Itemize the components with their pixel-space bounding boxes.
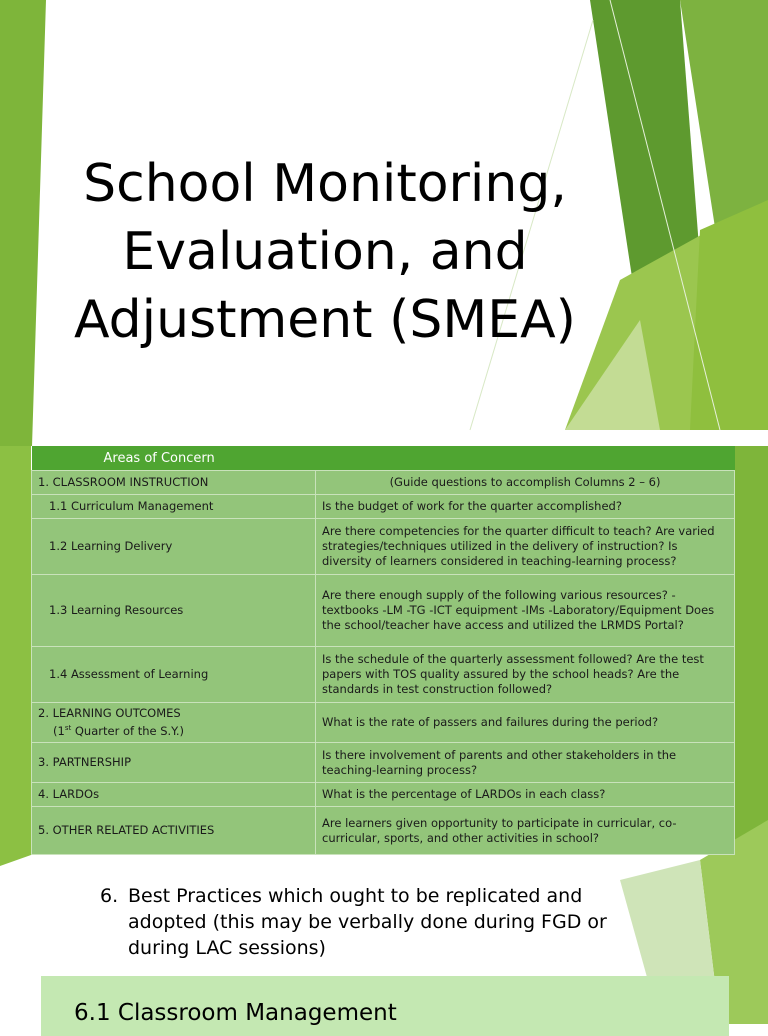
- area-cell: 3. PARTNERSHIP: [32, 743, 316, 783]
- question-cell: What is the percentage of LARDOs in each class?: [316, 783, 735, 807]
- table-row: [32, 471, 735, 495]
- table-header: Areas of Concern: [32, 446, 735, 471]
- title-line-1: School Monitoring,: [83, 154, 567, 214]
- left-green-wedge-lower: [0, 446, 31, 866]
- question-cell: Are learners given opportunity to participate in curricular, co-curricular, sports, and other activities in school?: [316, 807, 735, 855]
- title-line-2: Evaluation, and: [122, 222, 528, 282]
- best-practices-item: [100, 883, 660, 961]
- area-cell: 4. LARDOs: [32, 783, 316, 807]
- area-sublabel: [38, 721, 309, 739]
- table-row: [32, 495, 735, 519]
- area-cell: 1.2 Learning Delivery: [32, 519, 316, 575]
- classroom-management-label: 6.1 Classroom Management: [74, 1000, 397, 1026]
- slide-title: [40, 150, 610, 354]
- area-cell: 1.4 Assessment of Learning: [32, 647, 316, 703]
- right-facet-bright: [690, 200, 768, 430]
- table-row: [32, 783, 735, 807]
- area-sub-pre: (1: [53, 723, 65, 738]
- question-cell: Is there involvement of parents and other stakeholders in the teaching-learning process?: [316, 743, 735, 783]
- table-row: [32, 647, 735, 703]
- area-cell: 1.3 Learning Resources: [32, 575, 316, 647]
- area-label: 2. LEARNING OUTCOMES: [38, 706, 181, 721]
- classroom-management-box: [41, 976, 729, 1036]
- table-row: [32, 807, 735, 855]
- areas-of-concern-table: [31, 446, 735, 855]
- table-row: [32, 743, 735, 783]
- table-header-row: [32, 446, 735, 471]
- best-practices-number: 6.: [100, 885, 119, 907]
- table-row: [32, 519, 735, 575]
- question-cell: Are there enough supply of the following various resources? -textbooks -LM -TG -ICT equipment -IMs -Laboratory/Equipment Does the school/teacher have access and utilized the LRMDS Portal?: [316, 575, 735, 647]
- title-line-3: Adjustment (SMEA): [74, 290, 576, 350]
- area-cell: [32, 703, 316, 743]
- question-cell: Is the budget of work for the quarter accomplished?: [316, 495, 735, 519]
- question-cell: What is the rate of passers and failures during the period?: [316, 703, 735, 743]
- area-cell: 5. OTHER RELATED ACTIVITIES: [32, 807, 316, 855]
- question-cell: (Guide questions to accomplish Columns 2 – 6): [316, 471, 735, 495]
- area-sub-post: Quarter of the S.Y.): [71, 723, 185, 738]
- best-practices-text: Best Practices which ought to be replicated and adopted (this may be verbally done during FGD or during LAC sessions): [128, 885, 607, 959]
- area-cell: 1. CLASSROOM INSTRUCTION: [32, 471, 316, 495]
- table-row: [32, 575, 735, 647]
- area-sub-sup: st: [64, 724, 72, 733]
- table-row: [32, 703, 735, 743]
- question-cell: Is the schedule of the quarterly assessment followed? Are the test papers with TOS quality assured by the school heads? Are the standards in test construction followed?: [316, 647, 735, 703]
- area-cell: 1.1 Curriculum Management: [32, 495, 316, 519]
- question-cell: Are there competencies for the quarter difficult to teach? Are varied strategies/techniques utilized in the delivery of instruction? Is diversity of learners considered in teaching-learning process?: [316, 519, 735, 575]
